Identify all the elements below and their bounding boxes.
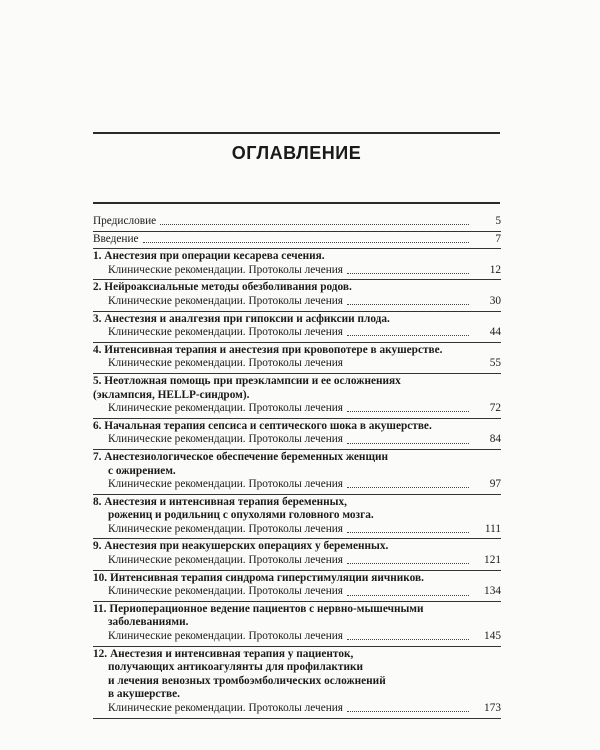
toc-entry[interactable] (93, 539, 501, 570)
toc-entry-leader-line (93, 702, 501, 716)
dot-leader (347, 563, 469, 564)
dot-leader (347, 367, 469, 368)
toc-entry-leader-line (93, 585, 501, 599)
toc-entry[interactable] (93, 312, 501, 343)
toc-entry-text: 12. Анестезия и интенсивная терапия у пациенток, (93, 647, 354, 660)
toc-page-number: 84 (489, 433, 501, 446)
toc-entry-title-line (93, 420, 501, 434)
toc-entry-title-line (93, 675, 501, 689)
toc-entry-leader-line (93, 326, 501, 340)
toc-entry-text: заболеваниями. (108, 616, 189, 629)
toc-entry-title-line (93, 509, 501, 523)
toc-entry-leader-line (93, 295, 501, 309)
toc-entry-text: Клинические рекомендации. Протоколы лечения (108, 294, 343, 307)
toc-entry[interactable] (93, 571, 501, 602)
toc-entry-text: 11. Периоперационное ведение пациентов с нервно-мышечными (93, 602, 424, 615)
toc-entry-text: Клинические рекомендации. Протоколы лечения (108, 357, 343, 370)
toc-entry-text: Клинические рекомендации. Протоколы лечения (108, 263, 343, 276)
toc-entry-text: 10. Интенсивная терапия синдрома гиперстимуляции яичников. (93, 571, 424, 584)
dot-leader (347, 532, 469, 533)
toc-entry[interactable] (93, 450, 501, 495)
toc-entry-text: в акушерстве. (108, 688, 180, 701)
toc-entry-text: Клинические рекомендации. Протоколы лечения (108, 433, 343, 446)
toc-entry-text: Предисловие (93, 215, 157, 227)
dot-leader (160, 224, 469, 225)
toc-entry-text: Клинические рекомендации. Протоколы лечения (108, 402, 343, 415)
toc-page-number: 55 (489, 357, 501, 370)
toc-entry-text: Клинические рекомендации. Протоколы лечения (108, 554, 343, 567)
toc-entry-text: 3. Анестезия и аналгезия при гипоксии и асфиксии плода. (93, 312, 390, 325)
toc-entry-title-line (93, 572, 501, 586)
dot-leader (347, 304, 469, 305)
toc-entry-text: 6. Начальная терапия сепсиса и септического шока в акушерстве. (93, 419, 432, 432)
table-of-contents (93, 214, 501, 719)
toc-entry-title-line (93, 313, 501, 327)
dot-leader (143, 242, 469, 243)
toc-entry[interactable] (93, 280, 501, 311)
toc-entry-title-line (93, 603, 501, 617)
toc-entry-title-line (93, 648, 501, 662)
toc-entry-title-line (93, 389, 501, 403)
toc-page-number: 5 (495, 215, 501, 227)
toc-page-number: 97 (489, 478, 501, 491)
toc-entry-title-line (93, 281, 501, 295)
toc-entry-text: Введение (93, 232, 139, 245)
toc-entry-title-line (93, 451, 501, 465)
toc-page-number: 121 (484, 554, 501, 567)
toc-page-number: 30 (489, 294, 501, 307)
dot-leader (347, 595, 469, 596)
toc-entry[interactable] (93, 495, 501, 540)
title-rule (93, 202, 500, 204)
toc-page-number: 12 (489, 263, 501, 276)
toc-entry[interactable] (93, 374, 501, 419)
dot-leader (347, 443, 469, 444)
toc-entry-text: 9. Анестезия при неакушерских операциях у беременных. (93, 540, 389, 553)
toc-entry[interactable] (93, 343, 501, 374)
toc-page-number: 145 (484, 630, 501, 643)
toc-entry-leader-line (93, 554, 501, 568)
dot-leader (347, 335, 469, 336)
toc-entry-text: 8. Анестезия и интенсивная терапия беременных, (93, 495, 347, 508)
toc-page-number: 134 (484, 585, 501, 598)
toc-entry-title-line (93, 344, 501, 358)
toc-entry-text: (эклампсия, HELLP-синдром). (93, 388, 250, 401)
toc-entry-text: Клинические рекомендации. Протоколы лечения (108, 702, 343, 714)
toc-page-number: 7 (495, 232, 501, 245)
toc-entry-leader-line (93, 215, 501, 229)
toc-entry-text: 4. Интенсивная терапия и анестезия при кровопотере в акушерстве. (93, 343, 443, 356)
toc-entry-text: получающих антикоагулянты для профилактики (108, 661, 364, 674)
toc-entry-text: 7. Анестезиологическое обеспечение беременных женщин (93, 450, 388, 463)
toc-entry-leader-line (93, 630, 501, 644)
toc-entry[interactable] (93, 249, 501, 280)
toc-entry-text: Клинические рекомендации. Протоколы лечения (108, 326, 343, 339)
toc-entry-text: 5. Неотложная помощь при преэклампсии и ее осложнениях (93, 374, 401, 387)
toc-entry-leader-line (93, 523, 501, 537)
toc-entry[interactable] (93, 419, 501, 450)
toc-entry-leader-line (93, 402, 501, 416)
toc-page-number: 111 (484, 522, 501, 535)
toc-entry-leader-line (93, 433, 501, 447)
toc-entry-text: Клинические рекомендации. Протоколы лечения (108, 585, 343, 598)
toc-entry-title-line (93, 688, 501, 702)
toc-entry-title-line (93, 661, 501, 675)
toc-entry-leader-line (93, 264, 501, 278)
toc-entry-leader-line (93, 478, 501, 492)
toc-entry-title-line (93, 375, 501, 389)
toc-entry-title-line (93, 496, 501, 510)
toc-entry-text: рожениц и родильниц с опухолями головного мозга. (108, 509, 374, 522)
dot-leader (347, 487, 469, 488)
toc-entry[interactable] (93, 647, 501, 719)
toc-entry-title-line (93, 616, 501, 630)
top-rule (93, 132, 500, 134)
toc-page-number: 72 (489, 402, 501, 415)
toc-entry-text: и лечения венозных тромбоэмболических осложнений (108, 674, 386, 687)
toc-entry-title-line (93, 465, 501, 479)
toc-entry-title-line (93, 250, 501, 264)
dot-leader (347, 639, 469, 640)
dot-leader (347, 411, 469, 412)
toc-entry-leader-line (93, 233, 501, 247)
toc-entry[interactable] (93, 214, 501, 232)
toc-entry-text: 1. Анестезия при операции кесарева сечения. (93, 250, 325, 263)
toc-entry-text: Клинические рекомендации. Протоколы лечения (108, 478, 343, 491)
toc-entry[interactable] (93, 602, 501, 647)
dot-leader (347, 273, 469, 274)
toc-entry-leader-line (93, 357, 501, 371)
toc-entry-text: 2. Нейроаксиальные методы обезболивания родов. (93, 281, 352, 294)
toc-entry[interactable] (93, 232, 501, 250)
toc-page-number: 173 (484, 702, 501, 714)
toc-entry-text: с ожирением. (108, 464, 176, 477)
dot-leader (347, 711, 469, 712)
toc-entry-text: Клинические рекомендации. Протоколы лечения (108, 522, 343, 535)
toc-entry-text: Клинические рекомендации. Протоколы лечения (108, 630, 343, 643)
toc-page-number: 44 (489, 326, 501, 339)
toc-entry-title-line (93, 540, 501, 554)
page-title: ОГЛАВЛЕНИЕ (231, 143, 362, 163)
